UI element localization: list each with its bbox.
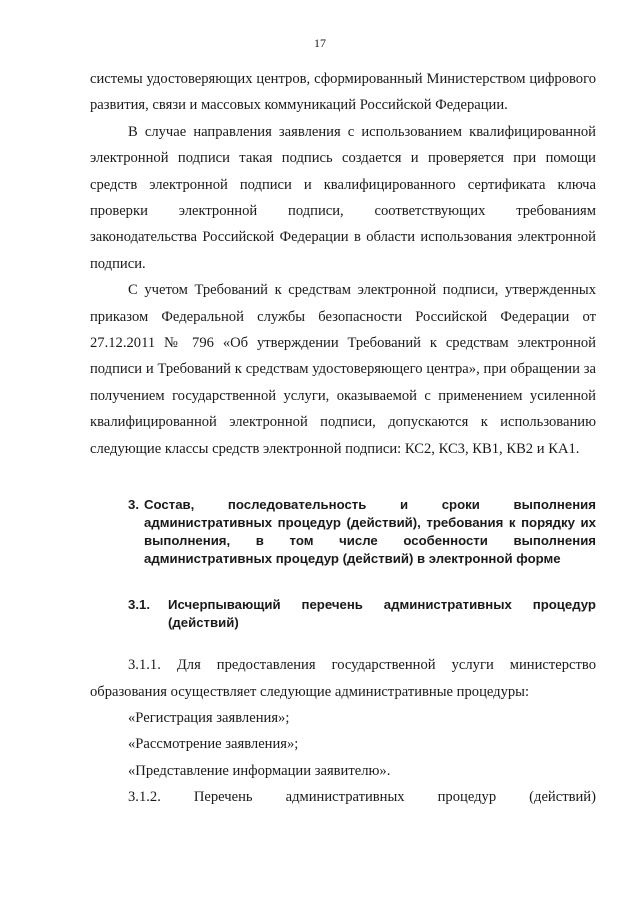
- section-3-title: Состав, последовательность и сроки выполнения административных процедур (действий), требования к порядку их выполнения, в том числе особенности выполнения административных процедур (действий) в электронной форме: [144, 497, 596, 567]
- paragraph-qualified-signature: В случае направления заявления с использованием квалифицированной электронной подписи такая подпись создается и проверяется при помощи средств электронной подписи и квалифицированного сертификата ключа проверки электронной подписи, соответствующих требованиям законодательства Российской Федерации в области использования электронной подписи.: [90, 123, 596, 272]
- paragraph-3-1-2-word: (действий): [529, 789, 596, 806]
- list-item: «Рассмотрение заявления»;: [128, 736, 299, 753]
- paragraph-3-1-2: [90, 784, 596, 810]
- list-item: «Регистрация заявления»;: [128, 709, 290, 726]
- paragraph-continuation: системы удостоверяющих центров, сформированный Министерством цифрового развития, связи и массовых коммуникаций Российской Федерации.: [90, 71, 596, 114]
- paragraph-3-1-2-word: административных: [285, 789, 405, 806]
- document-body: [90, 66, 596, 811]
- section-3-1-heading: [128, 596, 596, 632]
- paragraph-3-1-1: 3.1.1. Для предоставления государственной услуги министерство образования осуществляет следующие административные процедуры:: [90, 657, 596, 700]
- section-3-1-title: Исчерпывающий перечень административных процедур (действий): [168, 597, 596, 631]
- section-3-number: 3.: [128, 497, 139, 513]
- paragraph-3-1-2-word: процедур: [437, 789, 497, 806]
- section-3-1-number: 3.1.: [128, 597, 150, 613]
- paragraph-signature-classes: С учетом Требований к средствам электронной подписи, утвержденных приказом Федеральной службы безопасности Российской Федерации от 27.12.2011 № 796 «Об утверждении Требований к средствам электронной подписи и Требований к средствам удостоверяющего центра», при обращении за получением государственной услуги, оказываемой с применением усиленной квалифицированной электронной подписи, допускаются к использованию следующие классы средств электронной подписи: КС2, КС3, КВ1, КВ2 и КА1.: [90, 282, 596, 457]
- page-number: 17: [314, 36, 326, 50]
- list-item: «Представление информации заявителю».: [128, 762, 391, 779]
- paragraph-3-1-2-word: Перечень: [193, 789, 253, 806]
- paragraph-3-1-2-number: 3.1.2.: [128, 789, 161, 806]
- section-3-heading: [128, 496, 596, 568]
